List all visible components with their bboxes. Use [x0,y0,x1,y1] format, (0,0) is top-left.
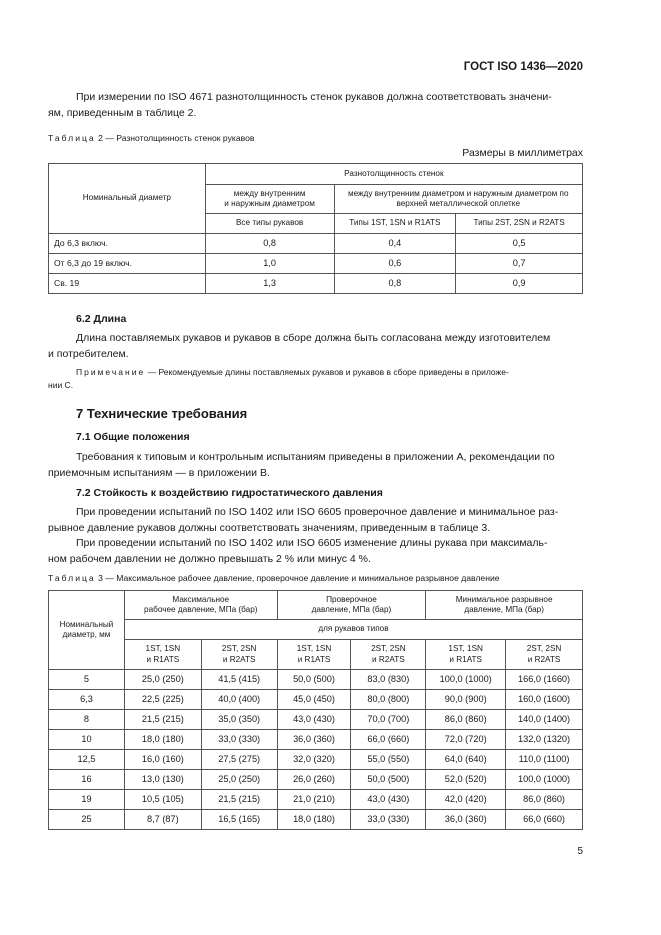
table2-caption [48,133,254,143]
text-line: ном рабочем давлении не должно превышать 2 % или минус 4 %. [48,552,371,565]
cell: 0,8 [334,274,456,294]
table-row [49,710,583,730]
section-6-2-title: 6.2 Длина [76,313,127,325]
section-7-title: 7 Технические требования [76,406,248,421]
table3-caption [48,573,500,583]
cell: 1,3 [205,274,334,294]
cell: 80,0 (800) [351,690,426,710]
cell: 66,0 (660) [506,810,583,830]
cell: 160,0 (1600) [506,690,583,710]
t2-header-types1: Типы 1ST, 1SN и R1ATS [334,214,456,234]
cell: 43,0 (430) [277,710,351,730]
cell: 18,0 (180) [277,810,351,830]
table-row [49,730,583,750]
cell: 10,5 (105) [124,790,201,810]
note [48,366,583,392]
section-7-1-text [48,450,583,481]
table2-caption-text: 2 — Разнотолщинность стенок рукавов [98,133,255,143]
cell: 21,0 (210) [277,790,351,810]
table3-caption-text: 3 — Максимальное рабочее давление, проверочное давление и минимальное разрывное давление [98,573,500,583]
t3-header-type1: 1ST, 1SN и R1ATS [277,640,351,670]
cell: 36,0 (360) [426,810,506,830]
t3-header-type1: 1ST, 1SN и R1ATS [426,640,506,670]
cell: 50,0 (500) [351,770,426,790]
cell: 42,0 (420) [426,790,506,810]
note-text: — Рекомендуемые длины поставляемых рукавов и рукавов в сборе приведены в приложе- [147,367,509,377]
text-line: Длина поставляемых рукавов и рукавов в сборе должна быть согласована между изготовителем [76,332,551,344]
text-line: При проведении испытаний по ISO 1402 или ISO 6605 изменение длины рукава при максималь- [76,537,548,549]
intro-paragraph [48,90,583,121]
t2-header-group: Разнотолщинность стенок [205,164,582,185]
note-line [76,366,583,379]
note-word: Примечание [76,367,146,377]
text-line: и потребителем. [48,347,129,360]
cell: Св. 19 [49,274,206,294]
table-row [49,770,583,790]
table2-units: Размеры в миллиметрах [462,147,583,159]
section-7-2-title: 7.2 Стойкость к воздействию гидростатического давления [76,487,383,499]
cell: 72,0 (720) [426,730,506,750]
cell: 90,0 (900) [426,690,506,710]
cell: 6,3 [49,690,125,710]
cell: 18,0 (180) [124,730,201,750]
cell: 86,0 (860) [506,790,583,810]
cell: 8 [49,710,125,730]
cell: 70,0 (700) [351,710,426,730]
cell: 21,5 (215) [201,790,277,810]
cell: 1,0 [205,254,334,274]
cell: 50,0 (500) [277,670,351,690]
table-row [49,690,583,710]
cell: 8,7 (87) [124,810,201,830]
cell: 25 [49,810,125,830]
cell: 100,0 (1000) [506,770,583,790]
t3-header-type2: 2ST, 2SN и R2ATS [351,640,426,670]
cell: 16 [49,770,125,790]
table2-caption-word: Таблица [48,133,96,143]
cell: 40,0 (400) [201,690,277,710]
section-6-2-text [48,331,583,362]
t3-header-test: Проверочное давление, МПа (бар) [277,591,426,620]
cell: 110,0 (1100) [506,750,583,770]
cell: 33,0 (330) [201,730,277,750]
cell: 19 [49,790,125,810]
section-7-2-text [48,505,583,567]
section-7-1-title: 7.1 Общие положения [76,431,190,443]
cell: 27,5 (275) [201,750,277,770]
cell: 66,0 (660) [351,730,426,750]
t3-header-for-types: для рукавов типов [124,620,582,640]
cell: 32,0 (320) [277,750,351,770]
t3-header-type2: 2ST, 2SN и R2ATS [201,640,277,670]
cell: 16,0 (160) [124,750,201,770]
t2-header-col2: между внутренним диаметром и наружным диаметром по верхней металлической оплетке [334,185,583,214]
t3-header-max: Максимальное рабочее давление, МПа (бар) [124,591,277,620]
note-line: нии C. [48,380,74,390]
cell: 25,0 (250) [201,770,277,790]
cell: 22,5 (225) [124,690,201,710]
cell: 166,0 (1660) [506,670,583,690]
cell: 55,0 (550) [351,750,426,770]
table-row [49,274,583,294]
cell: 35,0 (350) [201,710,277,730]
cell: 140,0 (1400) [506,710,583,730]
cell: От 6,3 до 19 включ. [49,254,206,274]
t3-header-nominal: Номинальный диаметр, мм [49,591,125,670]
cell: 10 [49,730,125,750]
t2-header-types2: Типы 2ST, 2SN и R2ATS [456,214,583,234]
cell: 33,0 (330) [351,810,426,830]
intro-line: ям, приведенным в таблице 2. [48,106,197,119]
cell: 25,0 (250) [124,670,201,690]
text-line: Требования к типовым и контрольным испытаниям приведены в приложении A, рекомендации по [76,451,555,463]
table-row [49,670,583,690]
intro-line: При измерении по ISO 4671 разнотолщинность стенок рукавов должна соответствовать значени- [76,91,552,103]
cell: 0,9 [456,274,583,294]
cell: 64,0 (640) [426,750,506,770]
cell: 83,0 (830) [351,670,426,690]
table-row [49,810,583,830]
cell: 100,0 (1000) [426,670,506,690]
cell: 0,6 [334,254,456,274]
table-row [49,254,583,274]
cell: 41,5 (415) [201,670,277,690]
cell: 52,0 (520) [426,770,506,790]
cell: 43,0 (430) [351,790,426,810]
t3-header-type1: 1ST, 1SN и R1ATS [124,640,201,670]
cell: 12,5 [49,750,125,770]
page-number: 5 [577,846,583,857]
cell: 36,0 (360) [277,730,351,750]
table-row [49,790,583,810]
table-2 [48,163,583,294]
table-row [49,750,583,770]
cell: 0,8 [205,234,334,254]
cell: 16,5 (165) [201,810,277,830]
cell: 132,0 (1320) [506,730,583,750]
cell: До 6,3 включ. [49,234,206,254]
t2-header-col1: между внутренним и наружным диаметром [205,185,334,214]
t3-header-type2: 2ST, 2SN и R2ATS [506,640,583,670]
table-row [49,234,583,254]
cell: 13,0 (130) [124,770,201,790]
cell: 0,7 [456,254,583,274]
text-line: приемочным испытаниям — в приложении B. [48,466,270,479]
table-3 [48,590,583,830]
cell: 5 [49,670,125,690]
table3-caption-word: Таблица [48,573,96,583]
cell: 86,0 (860) [426,710,506,730]
cell: 45,0 (450) [277,690,351,710]
text-line: рывное давление рукавов должны соответствовать значениям, приведенным в таблице 3. [48,521,491,534]
standard-header: ГОСТ ISO 1436—2020 [463,61,583,73]
t3-header-burst: Минимальное разрывное давление, МПа (бар) [426,591,583,620]
cell: 0,5 [456,234,583,254]
text-line: При проведении испытаний по ISO 1402 или ISO 6605 проверочное давление и минимальное раз- [76,506,559,518]
cell: 26,0 (260) [277,770,351,790]
cell: 21,5 (215) [124,710,201,730]
t2-header-nominal: Номинальный диаметр [49,164,206,234]
cell: 0,4 [334,234,456,254]
t2-header-all: Все типы рукавов [205,214,334,234]
